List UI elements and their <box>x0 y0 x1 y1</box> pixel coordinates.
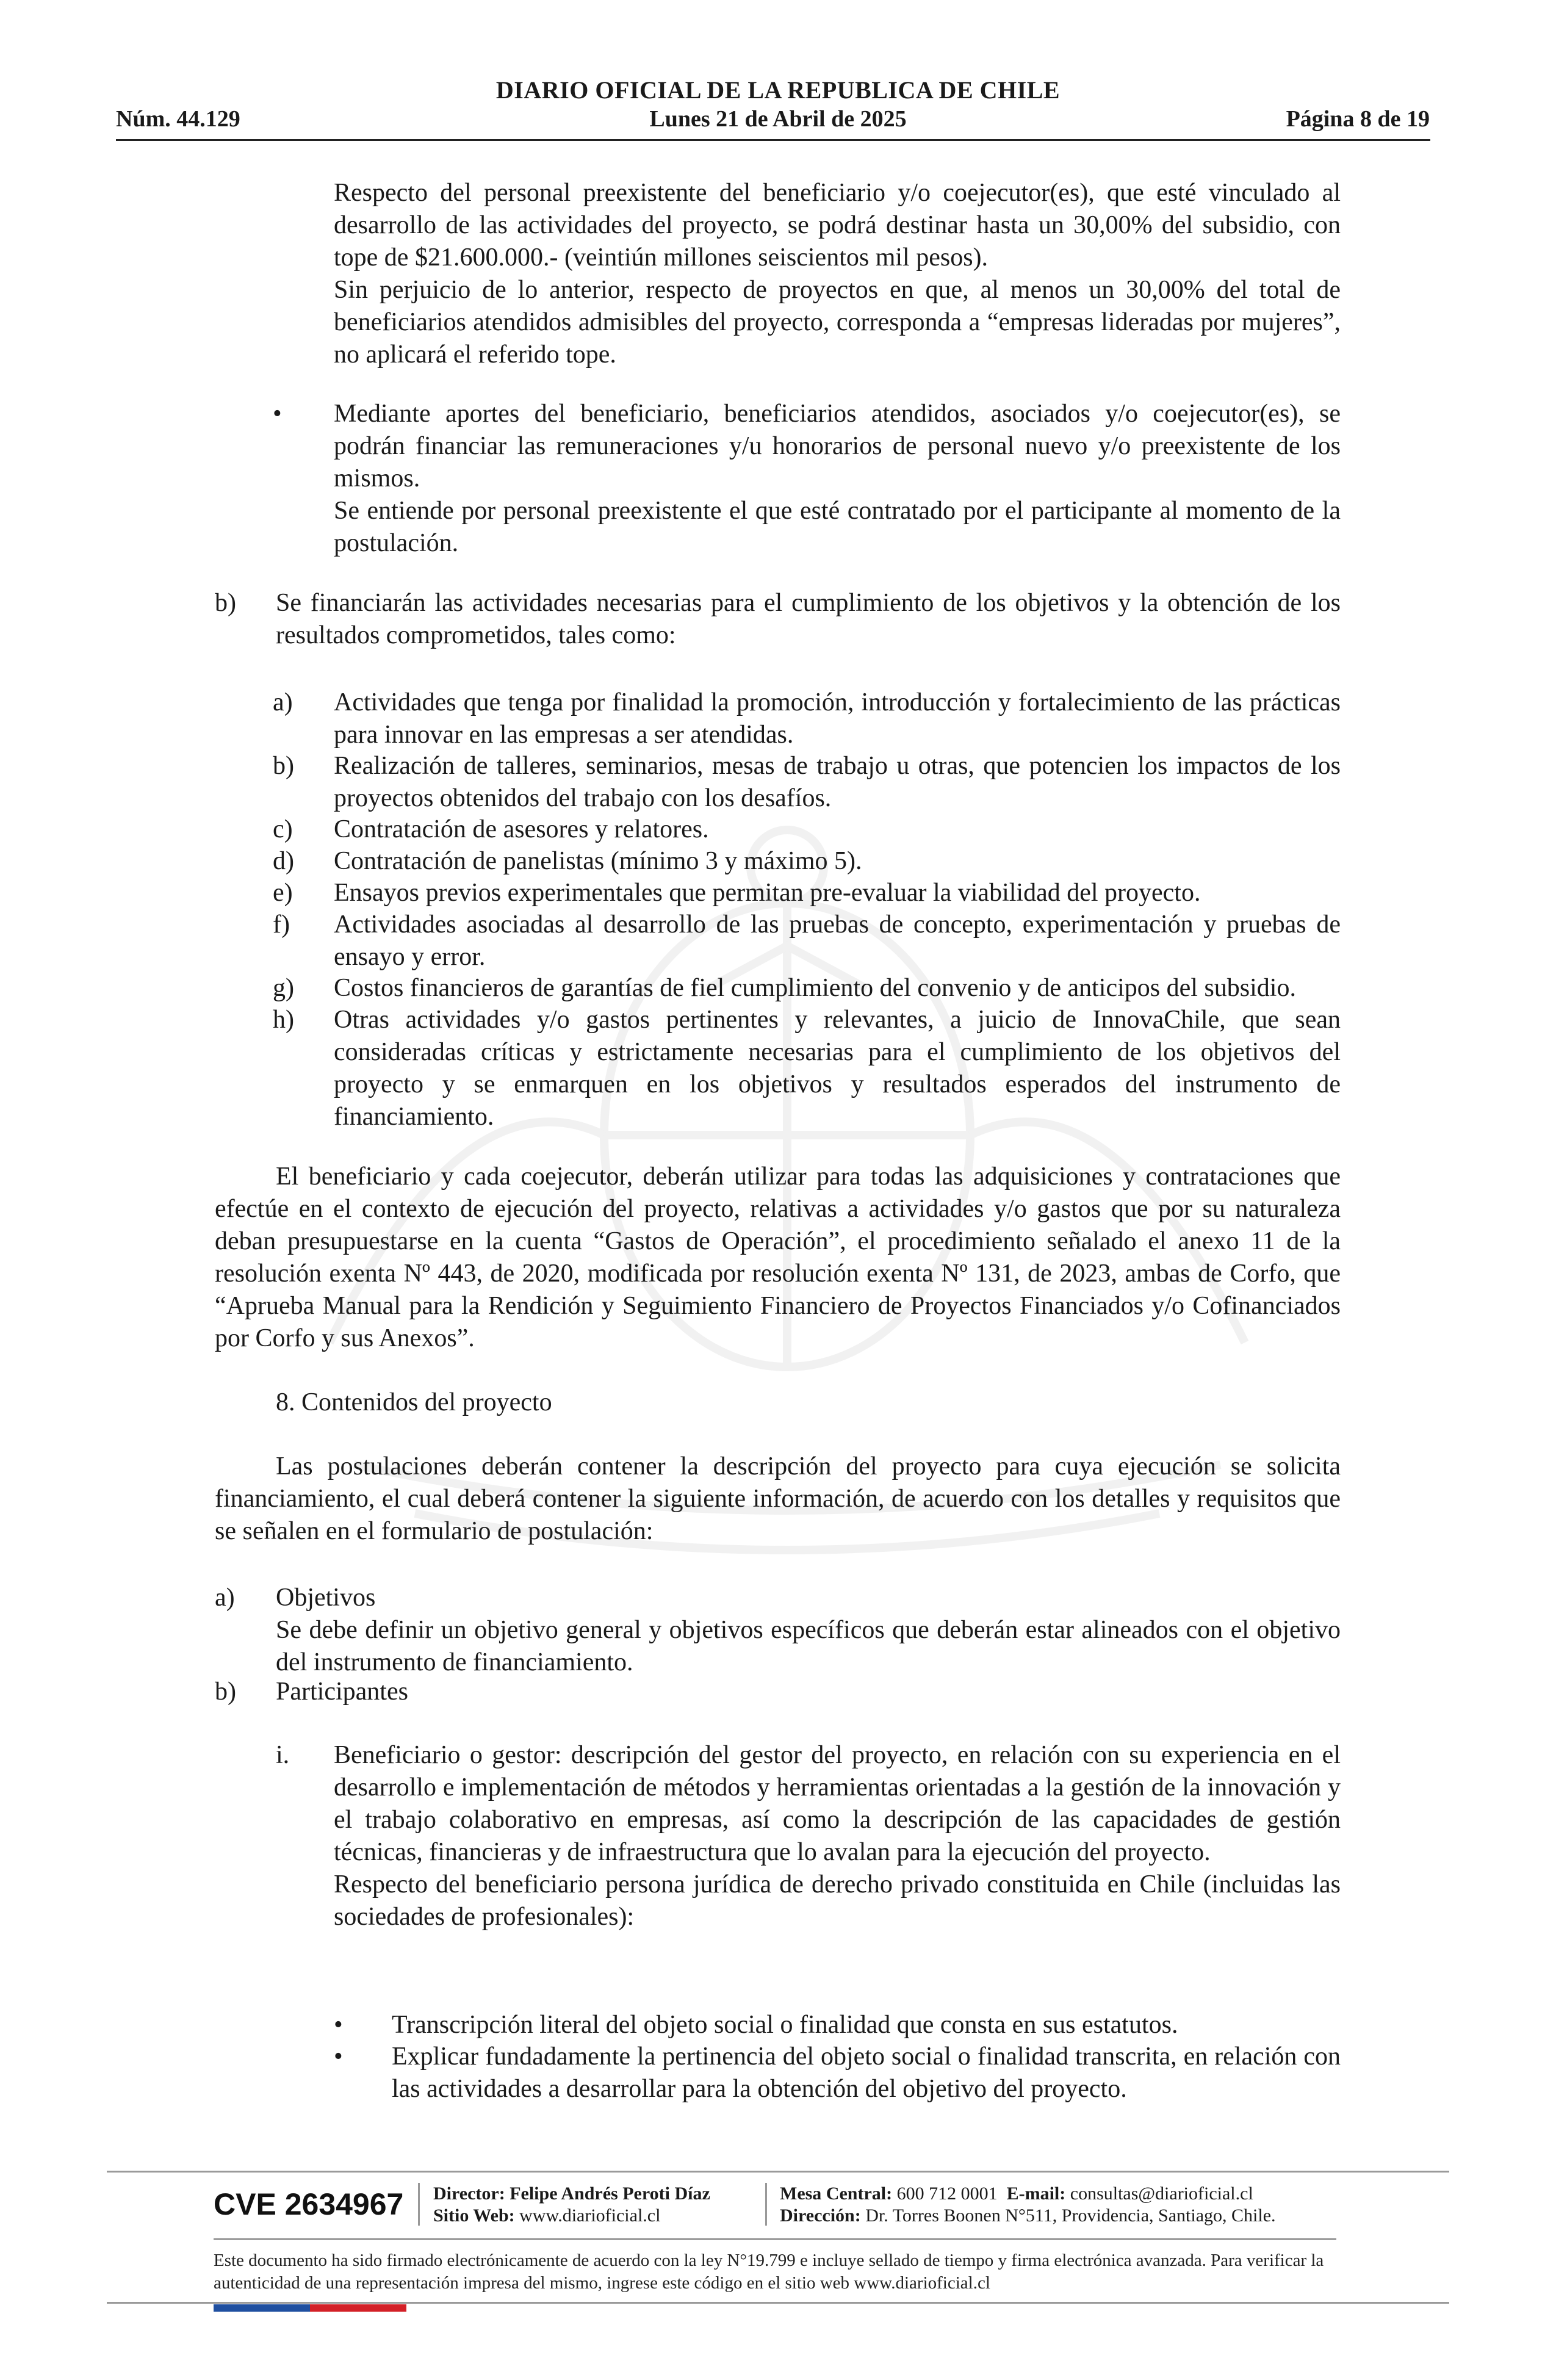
list-item-text: Contratación de panelistas (mínimo 3 y máximo 5). <box>334 847 862 875</box>
list-item-text: Respecto del beneficiario persona jurídica de derecho privado constituida en Chile (incluidas las sociedades de profesionales): <box>334 1870 1341 1931</box>
paragraph-text: Sin perjuicio de lo anterior, respecto de proyectos en que, al menos un 30,00% del total de beneficiarios atendidos admisibles del proyecto, corresponda a “empresas lideradas por mujeres”, no aplicará el referido tope. <box>334 276 1341 369</box>
list-item-text: Actividades que tenga por finalidad la promoción, introducción y fortalecimiento de las prácticas para innovar en las empresas a ser atendidas. <box>334 688 1341 749</box>
section-heading: 8. Contenidos del proyecto <box>276 1388 552 1416</box>
list-item-text: Realización de talleres, seminarios, mesas de trabajo u otras, que potencien los impactos de los proyectos obtenidos del trabajo con los desafíos. <box>334 752 1341 812</box>
footer-divider-bottom <box>107 2302 1449 2304</box>
list-item-text: Ensayos previos experimentales que permitan pre-evaluar la viabilidad del proyecto. <box>334 879 1201 907</box>
bullet-marker: • <box>273 400 282 428</box>
header-divider <box>116 139 1430 141</box>
director-name: Felipe Andrés Peroti Díaz <box>510 2183 710 2204</box>
phone-label: Mesa Central: <box>780 2183 893 2204</box>
list-marker: i. <box>276 1741 290 1769</box>
list-marker: b) <box>273 752 294 780</box>
footer-director-line <box>433 2183 710 2205</box>
list-marker: b) <box>215 1678 236 1706</box>
page-number: Página 8 de 19 <box>1286 106 1430 132</box>
list-marker: f) <box>273 911 290 939</box>
bullet-marker: • <box>334 2043 343 2071</box>
bullet-text: Explicar fundadamente la pertinencia del objeto social o finalidad transcrita, en relación con las actividades a desarrollar para la obtención del objetivo del proyecto. <box>392 2043 1341 2103</box>
email-label: E-mail: <box>1006 2183 1066 2204</box>
address-value: Dr. Torres Boonen N°511, Providencia, Santiago, Chile. <box>865 2205 1276 2226</box>
list-item-title: Objetivos <box>276 1584 376 1612</box>
web-link[interactable]: www.diarioficial.cl <box>519 2205 661 2226</box>
footer-divider-top <box>107 2171 1449 2173</box>
list-item-text: Se financiarán las actividades necesarias para el cumplimiento de los objetivos y la obtención de los resultados comprometidos, tales como: <box>276 589 1341 649</box>
list-marker: e) <box>273 879 293 907</box>
footer-separator <box>765 2183 767 2226</box>
bullet-text: Mediante aportes del beneficiario, beneficiarios atendidos, asociados y/o coejecutor(es), se podrán financiar las remuneraciones y/u honorarios de personal nuevo y/o preexistente de los mismos. <box>334 400 1341 492</box>
list-item-text: Actividades asociadas al desarrollo de las pruebas de concepto, experimentación y pruebas de ensayo y error. <box>334 911 1341 971</box>
list-marker: d) <box>273 847 294 875</box>
list-marker: c) <box>273 815 293 843</box>
signature-legal-notice: Este documento ha sido firmado electrónicamente de acuerdo con la ley N°19.799 e incluye sellado de tiempo y firma electrónica avanzada. Para verificar la autenticidad de una representación impresa del mismo, ingrese este código en el sitio web www.diarioficial.cl <box>214 2251 1324 2293</box>
footer-web-line <box>433 2205 660 2227</box>
bullet-text: Transcripción literal del objeto social o finalidad que consta en sus estatutos. <box>392 2011 1178 2039</box>
issue-number: Núm. 44.129 <box>116 106 240 132</box>
footer-divider-mid <box>214 2238 1336 2240</box>
paragraph-adquisiciones: El beneficiario y cada coejecutor, deberán utilizar para todas las adquisiciones y contrataciones que efectúe en el contexto de ejecución del proyecto, relativas a actividades y/o gastos que por su naturaleza deban presupuestarse en la cuenta “Gastos de Operación”, el procedimiento señalado el anexo 11 de la resolución exenta Nº 443, de 2020, modificada por resolución exenta Nº 131, de 2023, ambas de Corfo, que “Aprueba Manual para la Rendición y Seguimiento Financiero de Proyectos Financiados y/o Cofinanciados por Corfo y sus Anexos”. <box>215 1163 1341 1352</box>
list-item-text: Contratación de asesores y relatores. <box>334 815 709 843</box>
flag-stripe-blue <box>214 2304 310 2312</box>
list-marker: a) <box>215 1584 235 1612</box>
email-link[interactable]: consultas@diarioficial.cl <box>1070 2183 1253 2204</box>
list-marker: h) <box>273 1006 294 1034</box>
paragraph-personal-preexistente <box>334 177 1341 371</box>
list-item-text: Beneficiario o gestor: descripción del gestor del proyecto, en relación con su experiencia en el desarrollo e implementación de métodos y herramientas orientadas a la gestión de la innovación y el trabajo colaborativo en empresas, así como la descripción de las capacidades de gestión técnicas, financieras y de infraestructura que lo avalan para la ejecución del proyecto. <box>334 1741 1341 1866</box>
footer-contact-line <box>780 2183 1253 2205</box>
issue-date: Lunes 21 de Abril de 2025 <box>649 106 907 132</box>
web-label: Sitio Web: <box>433 2205 515 2226</box>
paragraph-text: Respecto del personal preexistente del beneficiario y/o coejecutor(es), que esté vinculado al desarrollo de las actividades del proyecto, se podrá destinar hasta un 30,00% del subsidio, con tope de $21.600.000.- (veintiún millones seiscientos mil pesos). <box>334 179 1341 272</box>
paragraph-postulaciones: Las postulaciones deberán contener la descripción del proyecto para cuya ejecución se solicita financiamiento, el cual deberá contener la siguiente información, de acuerdo con los detalles y requisitos que se señalen en el formulario de postulación: <box>215 1452 1341 1545</box>
address-label: Dirección: <box>780 2205 861 2226</box>
cve-code: CVE 2634967 <box>214 2187 404 2221</box>
list-marker: b) <box>215 589 236 617</box>
flag-stripe-red <box>310 2304 406 2312</box>
phone-value: 600 712 0001 <box>896 2183 998 2204</box>
list-item-text: Costos financieros de garantías de fiel cumplimiento del convenio y de anticipos del subsidio. <box>334 974 1296 1002</box>
list-item-text: Otras actividades y/o gastos pertinentes y relevantes, a juicio de InnovaChile, que sean consideradas críticas y estrictamente necesarias para el cumplimiento de los objetivos del proyecto y se enmarquen en los objetivos y resultados esperados del instrumento de financiamiento. <box>334 1006 1341 1131</box>
list-marker: a) <box>273 688 293 716</box>
list-marker: g) <box>273 974 294 1002</box>
list-item-text: Se debe definir un objetivo general y objetivos específicos que deberán estar alineados con el objetivo del instrumento de financiamiento. <box>276 1616 1341 1676</box>
list-item-title: Participantes <box>276 1678 408 1706</box>
director-label: Director: <box>433 2183 505 2204</box>
footer-address-line <box>780 2205 1276 2227</box>
footer-separator <box>418 2183 420 2226</box>
gazette-title: DIARIO OFICIAL DE LA REPUBLICA DE CHILE <box>495 76 1061 104</box>
bullet-text: Se entiende por personal preexistente el que esté contratado por el participante al momento de la postulación. <box>334 497 1341 557</box>
bullet-marker: • <box>334 2011 343 2039</box>
